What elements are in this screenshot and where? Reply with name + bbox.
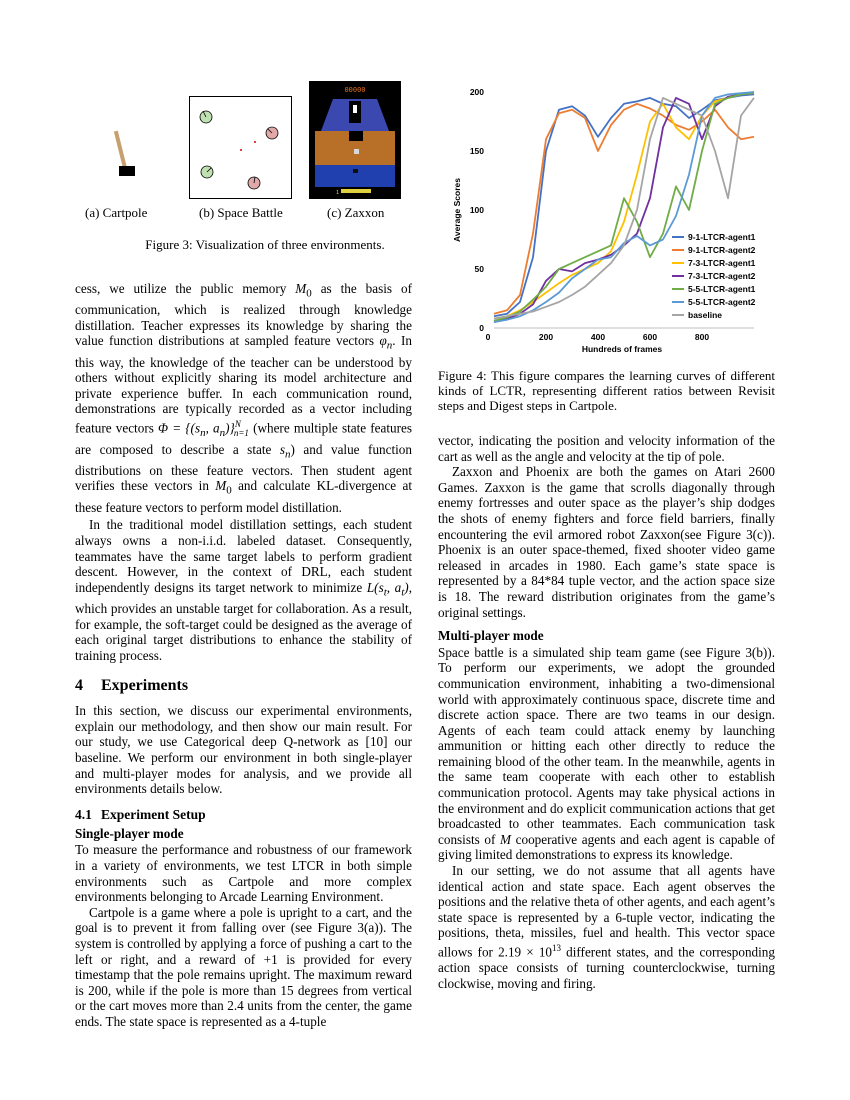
green-team-ship — [200, 111, 212, 123]
x-tick-label: 800 — [694, 332, 710, 342]
x-tick-label: 200 — [538, 332, 554, 342]
paragraph-heading: Multi-player mode — [438, 628, 544, 644]
subcaption-cartpole: (a) Cartpole — [85, 205, 148, 220]
subcaption-space-battle: (b) Space Battle — [199, 205, 283, 220]
paragraph-heading: Single-player mode — [75, 825, 184, 841]
legend-label: 5-5-LTCR-agent1 — [688, 284, 756, 294]
paragraph: Cartpole is a game where a pole is upright to a cart, and the goal is to prevent it from falling over (see Figure 3(a)). The system is controlled by applying a force of pushing a cart to the left or right, and a reward of +1 is provided for every timestamp that the pole remains upright. The maximum reward is 200, while if the pole is more than 15 degrees from vertical or the cart moves more than 2.4 units from the center, the game ends. The state space is represented as a 4-tuple — [75, 904, 412, 1029]
paragraph: Zaxxon and Phoenix are both the games on Atari 2600 Games. Zaxxon is the game that scrolls diagonally through enemy fortresses and outer space as the player’s ship dodges the shots of enemy fighters and force field barriers, finally encountering the evil armored robot Zaxxon(see Figure 3(c)). Phoenix is an outer space-themed, fixed shooter video game released in arcades in 1980. Each game’s state space is represented by a 84*84 tuple vector, and the action space size is 18. The reward distribution originates from the game’s original settings. — [438, 464, 775, 620]
left-column — [75, 281, 412, 1030]
red-team-ship — [248, 177, 260, 189]
x-tick-label: 0 — [485, 332, 491, 342]
legend-label: baseline — [688, 310, 723, 320]
missile — [240, 149, 242, 151]
learning-curve-chart — [438, 82, 775, 358]
series-line — [494, 94, 754, 316]
paragraph: In the traditional model distillation settings, each student always owns a non-i.i.d. labeled dataset. Consequently, teammates have the same target labels to perform gradient descent. However, in the context of DRL, each student independently designs its target network to minimize $L(s_t$, $a_t$), which provides an unstable target for collaboration. As a result, for example, the soft-target could be designed as the average of each original target distributions to enhance the stability of training process. — [75, 517, 412, 663]
missile — [254, 141, 256, 143]
paragraph: In our setting, we do not assume that all agents have identical action and state space. Each agent observes the positions and the relative theta of other agents, and each agent’s state space is represented by a 6-tuple vector, indicating the positions, theta, missiles, fuel and health. This vector space allows for $2.19 \times 10^{13}$ different states, and the corresponding action space consists of turning counterclockwise, turning clockwise, moving and firing. — [438, 863, 775, 991]
cartpole-panel — [95, 110, 165, 190]
right-column — [438, 433, 775, 991]
y-tick-label: 200 — [469, 87, 484, 97]
y-tick-label: 0 — [479, 323, 484, 333]
legend-label: 9-1-LTCR-agent1 — [688, 232, 756, 242]
x-tick-label: 600 — [642, 332, 658, 342]
y-axis-label: Average Scores — [452, 178, 462, 242]
section-heading: 4 Experiments — [75, 677, 189, 695]
x-tick-label: 400 — [590, 332, 606, 342]
legend-label: 7-3-LTCR-agent1 — [688, 258, 756, 268]
series-line — [494, 104, 754, 314]
green-team-ship — [201, 166, 213, 178]
cartpole-pole — [114, 131, 127, 169]
subsection-heading: 4.1 Experiment Setup — [75, 806, 206, 822]
red-team-ship — [266, 127, 278, 139]
legend-label: 7-3-LTCR-agent2 — [688, 271, 756, 281]
figure3-caption: Figure 3: Visualization of three environments. — [145, 237, 385, 252]
zaxxon-score: 00000 — [344, 86, 366, 94]
subcaption-zaxxon: (c) Zaxxon — [327, 205, 385, 220]
paragraph: Space battle is a simulated ship team game (see Figure 3(b)). To perform our experiments, we adopt the grounded communication environment, inhabiting a two-dimensional world with approximately continuous space, discrete time and discrete action space. There are two teams in our design. Agents of each team could attack enemy by launching ammunition or hitting each other directly to reduce the remaining blood of the other team. In the meanwhile, agents in the same team cooperate with each other to establish communication protocol. Agents may take physical actions in the environment and do explicit communication actions that get broadcasted to other teammates. Each communication task consists of M cooperative agents and each agent is capable of giving limited demonstrations to express its knowledge. — [438, 644, 775, 863]
paragraph: To measure the performance and robustness of our framework in a variety of environments, we test LTCR in both simple environments such as Cartpole and more complex environments belonging to Arcade Learning Environment. — [75, 842, 412, 905]
legend-label: 9-1-LTCR-agent2 — [688, 245, 756, 255]
x-axis-label: Hundreds of frames — [581, 344, 663, 354]
legend-label: 5-5-LTCR-agent2 — [688, 297, 756, 307]
zaxxon-panel — [309, 81, 401, 199]
y-tick-label: 50 — [474, 264, 484, 274]
space-battle-panel — [189, 96, 292, 199]
player-ship-icon — [354, 149, 359, 154]
paragraph: vector, indicating the position and velocity information of the cart as well as the angle and velocity at the tip of pole. — [438, 433, 775, 464]
y-tick-label: 150 — [469, 146, 484, 156]
paragraph: cess, we utilize the public memory $M_0$ as the basis of communication, which is realized through knowledge distillation. Teacher expresses its knowledge by sharing the value function distributions at sampled feature vectors $\varphi_n$. In this way, the knowledge of the teacher can be understood by others without explicitly sharing its model architecture and private experience buffer. In each communication round, demonstrations are typically recorded as a vector including feature vectors $\Phi = \{(s_n$, $a_n)\}^N_{n=1}$ (where multiple state features are composed to describe a state $s_n$) and value function distributions on these feature vectors. Then student agent verifies these vectors in $M_0$ and calculate KL-divergence at these feature vectors to perform model distillation. — [75, 281, 413, 515]
cartpole-cart — [119, 166, 135, 176]
paragraph: In this section, we discuss our experimental environments, explain our methodology, and then show our main result. For our study, we use Categorical deep Q-network as [10] our baseline. We perform our environment in both single-player and multi-player modes for analysis, and we provide all environments details below. — [75, 703, 412, 797]
y-tick-label: 100 — [469, 205, 484, 215]
figure4-caption: Figure 4: This figure compares the learning curves of different kinds of LCTR, representing different ratios between Revisit steps and Digest steps in Cartpole. — [438, 368, 775, 413]
zaxxon-fuel: 1 — [335, 190, 339, 196]
